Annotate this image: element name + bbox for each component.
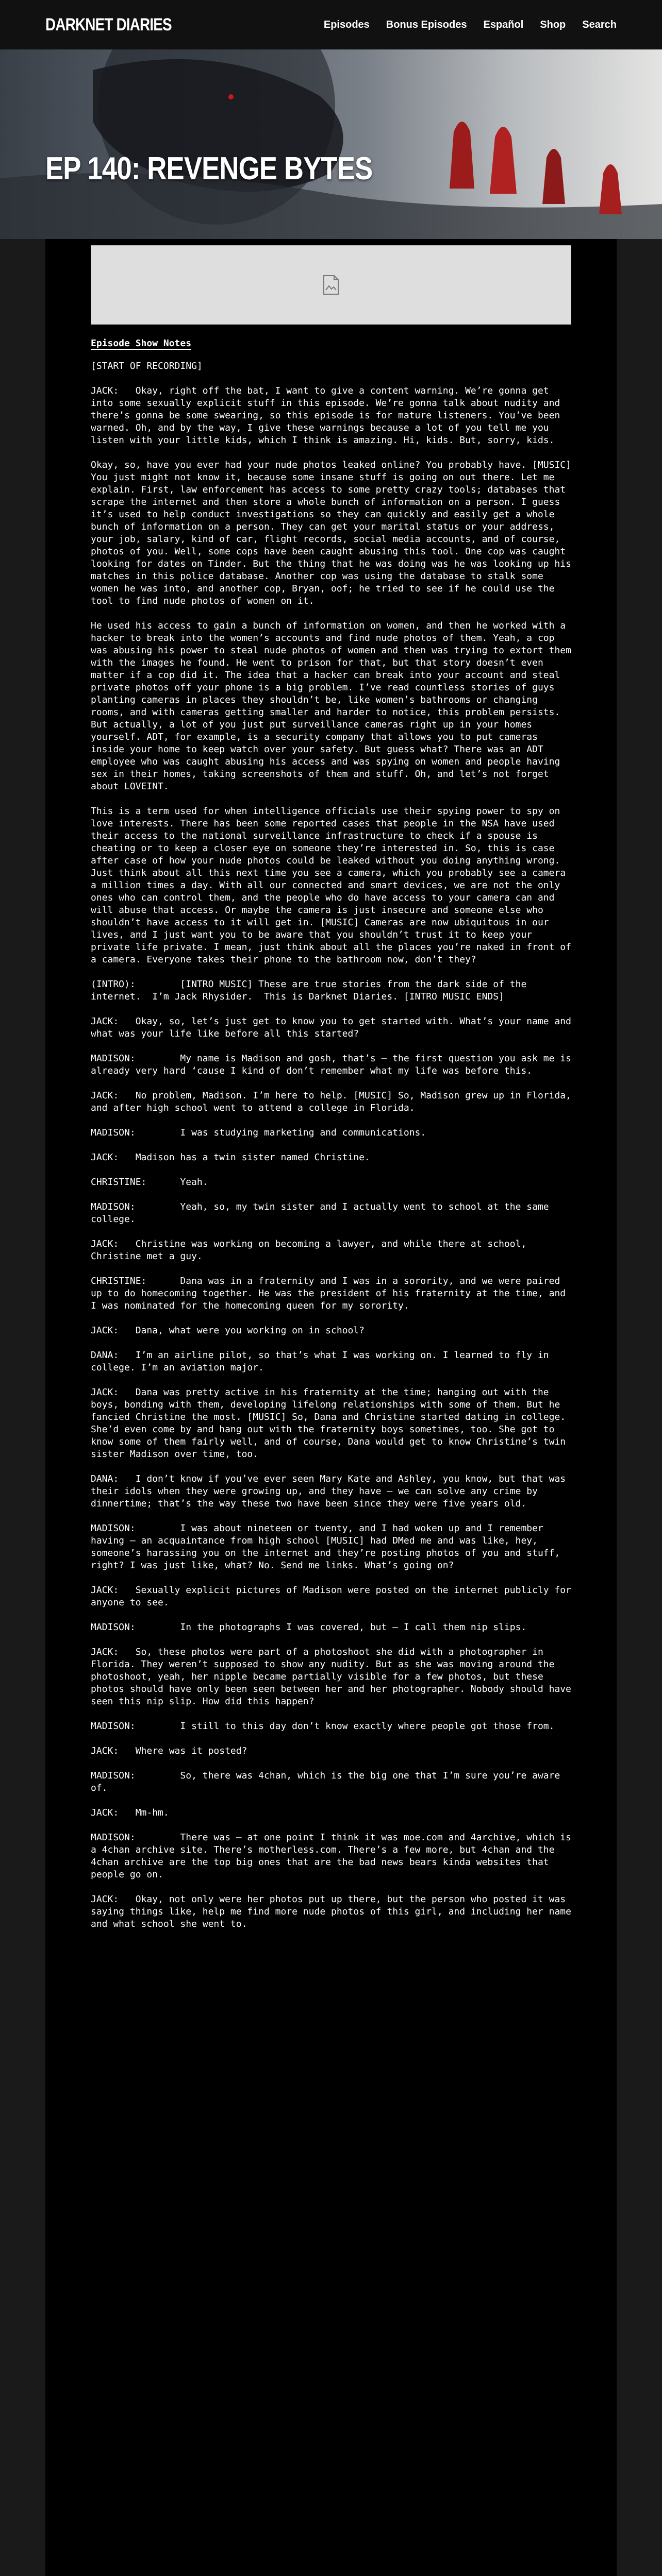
nav-link-bonus-episodes[interactable]: Bonus Episodes [386,19,467,30]
transcript-paragraph: JACK: Mm-hm. [91,1807,169,1818]
audio-player[interactable] [91,245,571,325]
transcript-paragraph: JACK: Sexually explicit pictures of Madison were posted on the internet publicly for anyone to see. [91,1585,577,1608]
top-nav [0,0,662,49]
transcript-paragraph: MADISON: My name is Madison and gosh, that’s – the first question you ask me is already very hard ‘cause I kind of don’t remember what my life was before this. [91,1053,577,1076]
transcript-paragraph: MADISON: Yeah, so, my twin sister and I actually went to school at the same college. [91,1201,555,1225]
transcript-paragraph: CHRISTINE: Dana was in a fraternity and I was in a sorority, and we were paired up to do homecoming together. He was the president of his fraternity at the time, and I was nominated for the homecoming queen for my sorority. [91,1276,571,1311]
nav-menu [324,19,617,31]
transcript-paragraph: JACK: Madison has a twin sister named Christine. [91,1152,370,1163]
site-logo[interactable]: DARKNET DIARIES [45,14,172,35]
transcript-paragraph: DANA: I don’t know if you’ve ever seen Mary Kate and Ashley, you know, but that was their idols when they were growing up, and they have – we can solve any crime by dinnertime; that’s the way these two have been since they were five years old. [91,1473,571,1509]
nav-link-search[interactable]: Search [582,19,617,30]
transcript-paragraph: JACK: Dana, what were you working on in school? [91,1325,365,1336]
transcript-paragraph: MADISON: So, there was 4chan, which is the big one that I’m sure you’re aware of. [91,1770,566,1793]
transcript-paragraph: JACK: Okay, not only were her photos put up there, but the person who posted it was saying things like, help me find more nude photos of this girl, and including her name and what school she went to. [91,1894,577,1929]
episode-title: EP 140: REVENGE BYTES [45,151,373,187]
hero-illustration [0,49,662,239]
recording-marker: [START OF RECORDING] [91,361,203,371]
transcript-paragraph: JACK: Christine was working on becoming a lawyer, and while there at school, Christine met a guy. [91,1239,533,1262]
show-notes-link[interactable]: Episode Show Notes [91,338,192,349]
transcript-paragraph: JACK: So, these photos were part of a photoshoot she did with a photographer in Florida. They weren’t supposed to show any nudity. But as she was moving around the photoshoot, yeah, her nipple became partially visible for a few photos, but these photos should have only been seen between her and her photographer. Nobody should have seen this nip slip. How did this happen? [91,1647,577,1707]
transcript-paragraph: MADISON: There was – at one point I think it was moe.com and 4archive, which is a 4chan archive site. There’s motherless.com. There’s a few more, but 4chan and the 4chan archive are the top big ones that are the bad news bears kinda websites that people go on. [91,1832,577,1880]
transcript-paragraph: CHRISTINE: Yeah. [91,1177,208,1188]
transcript-paragraph: JACK: Okay, so, let’s just get to know you to get started with. What’s your name and what was your life like before all this started? [91,1016,577,1039]
transcript-paragraph: MADISON: I still to this day don’t know exactly where people got those from. [91,1721,555,1732]
transcript-paragraph: JACK: Okay, right off the bat, I want to give a content warning. We’re gonna get into some sexually explicit stuff in this episode. We’re gonna talk about nudity and there’s gonna be some swearing, so this episode is for mature listeners. You’ve been warned. Oh, and by the way, I give these warnings because a lot of you tell me you listen with your little kids, which I think is amazing. Hi, kids. But, sorry, kids. [91,385,566,446]
transcript-paragraph: Okay, so, have you ever had your nude photos leaked online? You probably have. [MUSIC] You just might not know it, because some insane stuff is going on out there. Let me explain. First, law enforcement has access to some pretty crazy tools; databases that scrape the internet and then store a whole bunch of information on a person. I guess it’s used to help conduct investigations so they can quickly and easily get a whole bunch of information on a person. They can get your marital status or your address, your job, salary, kind of car, flight records, social media accounts, and of course, photos of you. Well, some cops have been caught abusing this tool. One cop was caught looking for dates on Tinder. But the thing that he was doing was he was looking up his matches in this police database. Another cop was using the database to stalk some women he was into, and another cop, Bryan, oof; he tried to see if he could use the tool to find nude photos of women on it. [91,460,577,606]
transcript-paragraph: MADISON: I was about nineteen or twenty, and I had woken up and I remember having – an acquaintance from high school [MUSIC] had DMed me and was like, hey, someone’s harassing you on the internet and they’re posting photos of you and stuff, right? I was just like, what? No. Send me links. What’s going on? [91,1523,566,1571]
nav-link-episodes[interactable]: Episodes [323,19,370,30]
transcript [91,360,577,1930]
nav-link-shop[interactable]: Shop [540,19,566,30]
transcript-paragraph: JACK: No problem, Madison. I’m here to help. [MUSIC] So, Madison grew up in Florida, and after high school went to attend a college in Florida. [91,1090,577,1113]
hero-banner [0,49,662,239]
transcript-paragraph: DANA: I’m an airline pilot, so that’s what I was working on. I learned to fly in college. I’m an aviation major. [91,1350,555,1373]
transcript-paragraph: JACK: Where was it posted? [91,1745,247,1756]
transcript-paragraph: JACK: Dana was pretty active in his fraternity at the time; hanging out with the boys, bonding with them, developing lifelong relationships with some of them. But he fancied Christine the most. [MUSIC] So, Dana and Christine started dating in college. She’d even come by and hang out with the fraternity boys sometimes, too. She got to know some of them fairly well, and of course, Dana would get to know Christine’s twin sister Madison over time, too. [91,1387,571,1460]
transcript-paragraph: He used his access to gain a bunch of information on women, and then he worked with a hacker to break into the women’s accounts and find nude photos of them. Yeah, a cop was abusing his power to steal nude photos of women and then was trying to extort them with the images he found. He went to prison for that, but that story doesn’t even matter if a cop did it. The idea that a hacker can break into your account and steal private photos off your phone is a big problem. I’ve read countless stories of guys planting cameras in places they shouldn’t be, like women’s bathrooms or changing rooms, and with cameras getting smaller and harder to notice, this problem persists. But actually, a lot of you just put surveillance cameras right up in your homes yourself. ADT, for example, is a security company that allows you to put cameras inside your home to keep watch over your safety. But guess what? There was an ADT employee who was caught abusing his access and was spying on women and people having sex in their homes, taking screenshots of them and stuff. Oh, and let’s not forget about LOVEINT. [91,620,577,792]
transcript-paragraph: MADISON: I was studying marketing and communications. [91,1127,426,1138]
transcript-paragraph: (INTRO): [INTRO MUSIC] These are true stories from the dark side of the internet. I’m Jack Rhysider. This is Darknet Diaries. [INTRO MUSIC ENDS] [91,979,533,1002]
episode-content [45,239,617,2576]
transcript-paragraph: MADISON: In the photographs I was covered, but – I call them nip slips. [91,1622,527,1633]
nav-link-espanol[interactable]: Español [483,19,524,30]
transcript-paragraph: This is a term used for when intelligence officials use their spying power to spy on love interests. There has been some reported cases that people in the NSA have used their access to the national surveillance infrastructure to check if a spouse is cheating or to keep a closer eye on someone they’re interested in. So, this is case after case of how your nude photos could be leaked without you doing anything wrong. Just think about all this next time you see a camera, which you probably see a camera a million times a day. With all our connected and smart devices, we are not the only ones who can control them, and the people who do have access to your camera can and will abuse that access. Or maybe the camera is just insecure and someone else who shouldn’t have access to it will get in. [MUSIC] Cameras are now ubiquitous in our lives, and I just want you to be aware that you shouldn’t trust it to keep your private life private. I mean, just think about all the places you’re naked in front of a camera. Everyone takes their phone to the bathroom now, don’t they? [91,806,577,965]
broken-image-icon [322,275,340,295]
